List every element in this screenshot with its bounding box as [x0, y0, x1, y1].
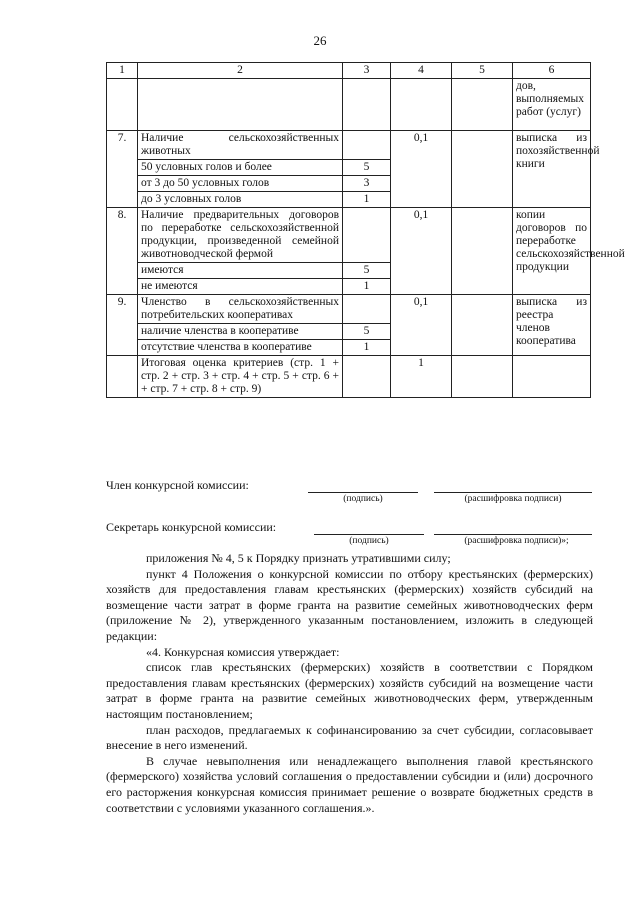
option-label: 50 условных голов и более	[138, 160, 343, 176]
secretary-signature-block	[106, 520, 606, 550]
option-score: 5	[343, 324, 391, 340]
criterion-number: 8.	[107, 208, 138, 295]
paragraph: приложения № 4, 5 к Порядку признать утратившими силу;	[146, 551, 451, 565]
member-signature-block	[106, 478, 606, 508]
header-col-3: 3	[343, 63, 391, 79]
signature-line	[314, 534, 424, 535]
table-row	[107, 131, 591, 160]
decode-line	[434, 534, 592, 535]
table-row	[107, 295, 591, 324]
paragraph: В случае невыполнения или ненадлежащего выполнения главой крестьянского (фермерского) хозяйства условий соглашения о предоставлении субсидии и (или) досрочного его расторжения конкурсная комиссия принимает решение о возврате бюджетных средств в соответствии с условиями указанного соглашения.».	[106, 753, 593, 815]
criterion-source: копии договоров по переработке сельскохозяйственной продукции	[513, 208, 591, 295]
criterion-title: Наличие сельскохозяйственных животных	[138, 131, 343, 160]
option-label: от 3 до 50 условных голов	[138, 176, 343, 192]
signature-caption: (подпись)	[343, 494, 383, 504]
criterion-title: Членство в сельскохозяйственных потребительских кооперативах	[138, 295, 343, 324]
total-label: Итоговая оценка критериев (стр. 1 + стр. 2 + стр. 3 + стр. 4 + стр. 5 + стр. 6 + + стр. 7 + стр. 8 + стр. 9)	[138, 356, 343, 398]
continuation-source: дов, выполняемых работ (услуг)	[513, 79, 591, 131]
option-score: 1	[343, 340, 391, 356]
header-col-5: 5	[452, 63, 513, 79]
criterion-title: Наличие предварительных договоров по переработке сельскохозяйственной продукции, произведенной семейной животноводческой фермой	[138, 208, 343, 263]
paragraph: список глав крестьянских (фермерских) хозяйств в соответствии с Порядком предоставления главам крестьянских (фермерских) хозяйств субсидий на возмещение части затрат в форме гранта на развитие семейных животноводческих ферм, утвержденным настоящим постановлением;	[106, 660, 593, 721]
option-score: 1	[343, 279, 391, 295]
option-score: 3	[343, 176, 391, 192]
paragraph: «4. Конкурсная комиссия утверждает:	[146, 644, 340, 659]
option-label: наличие членства в кооперативе	[138, 324, 343, 340]
criterion-weight: 0,1	[391, 131, 452, 208]
header-col-1: 1	[107, 63, 138, 79]
page-number: 26	[313, 33, 327, 48]
paragraph: пункт 4 Положения о конкурсной комиссии по отбору крестьянских (фермерских) хозяйств для предоставления главам крестьянских (фермерских) хозяйств субсидий на возмещение части затрат в форме гранта на развитие семейных животноводческих ферм (приложение № 2), утвержденного указанным постановлением, изложить в следующей редакции:	[106, 566, 593, 643]
document-body	[106, 551, 593, 816]
decode-line	[434, 492, 592, 493]
secretary-label: Секретарь конкурсной комиссии:	[106, 520, 277, 534]
decode-caption: (расшифровка подписи)»;	[464, 536, 569, 546]
option-label: имеются	[138, 263, 343, 279]
total-score: 1	[391, 356, 452, 398]
member-label: Член конкурсной комиссии:	[106, 478, 249, 492]
criterion-number: 9.	[107, 295, 138, 356]
header-col-6: 6	[513, 63, 591, 79]
criterion-source: выписка из похозяйственной книги	[513, 131, 591, 208]
paragraph: план расходов, предлагаемых к софинансированию за счет субсидии, согласовывает внесение в него изменений.	[106, 722, 593, 753]
option-score: 5	[343, 160, 391, 176]
table-row	[107, 208, 591, 263]
decode-caption: (расшифровка подписи)	[464, 494, 562, 504]
criterion-weight: 0,1	[391, 208, 452, 295]
header-col-2: 2	[138, 63, 343, 79]
total-row	[107, 356, 591, 398]
signature-line	[308, 492, 418, 493]
option-label: не имеются	[138, 279, 343, 295]
criteria-table	[106, 62, 625, 398]
signature-caption: (подпись)	[349, 536, 389, 546]
header-col-4: 4	[391, 63, 452, 79]
table-header-row	[107, 63, 591, 79]
option-label: отсутствие членства в кооперативе	[138, 340, 343, 356]
criterion-weight: 0,1	[391, 295, 452, 356]
criterion-number: 7.	[107, 131, 138, 208]
criterion-source: выписка из реестра членов кооператива	[513, 295, 591, 356]
option-score: 1	[343, 192, 391, 208]
continuation-row	[107, 79, 591, 131]
option-label: до 3 условных голов	[138, 192, 343, 208]
option-score: 5	[343, 263, 391, 279]
